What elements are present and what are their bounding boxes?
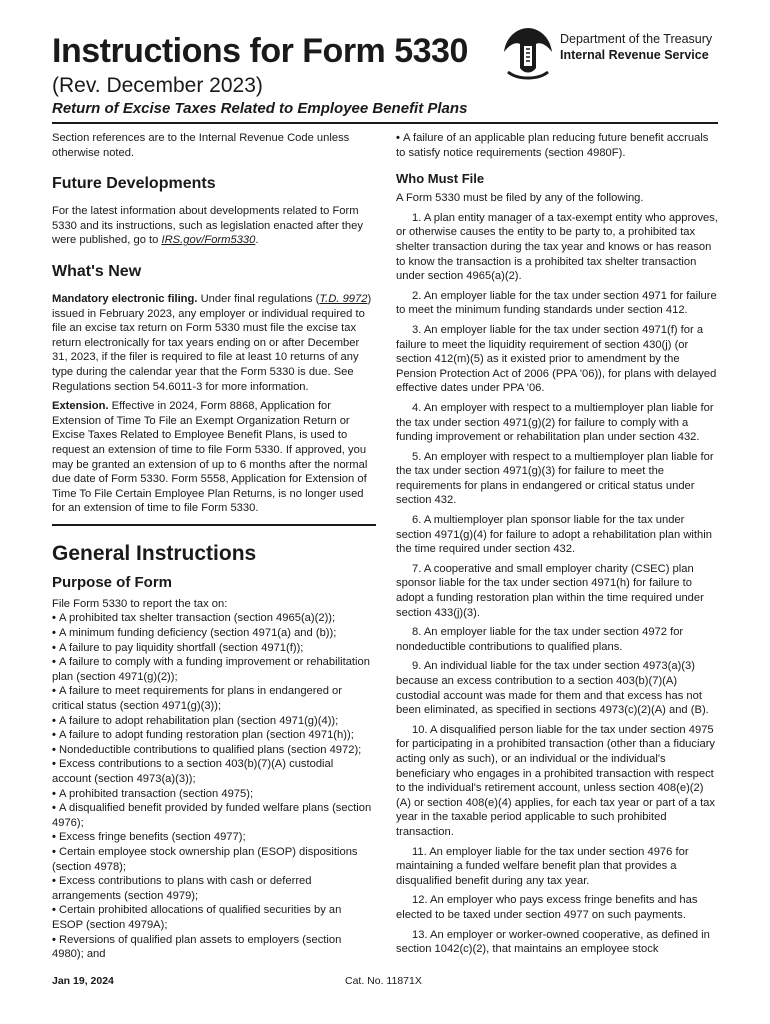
list-item: 5. An employer with respect to a multiemployer plan liable for the tax under section 4971(g)(3) for failure to meet the requirements for plans in endangered or critical status under section 432. xyxy=(396,450,714,507)
right-column xyxy=(396,131,718,962)
list-item: • A prohibited tax shelter transaction (section 4965(a)(2)); xyxy=(52,612,336,625)
purpose-bullet-list xyxy=(52,611,372,961)
list-item: • Nondeductible contributions to qualified plans (section 4972); xyxy=(52,743,362,756)
list-item: • A failure to adopt funding restoration plan (section 4971(h)); xyxy=(52,729,354,742)
list-item: 13. An employer or worker-owned cooperative, as defined in section 1042(c)(2), that maintains an employee stock xyxy=(396,928,710,956)
agency-line2: Internal Revenue Service xyxy=(560,48,709,62)
list-item: 10. A disqualified person liable for the tax under section 4975 for participating in a prohibited transaction (other than a fiduciary acting only as such), or an individual or the individual's beneficiary who engages in a prohibited transaction with respect to the individual's retirement account, unless section 408(e)(2)(A) or section 408(e)(4) applies, for each tax year or part of a tax year in the taxable period applicable to such prohibited transaction. xyxy=(396,723,716,838)
purpose-intro: File Form 5330 to report the tax on: xyxy=(52,597,228,610)
list-item: • Excess contributions to plans with cash or deferred arrangements (section 4979); xyxy=(52,875,312,902)
list-item: • A prohibited transaction (section 4975); xyxy=(52,787,254,800)
agency-line1: Department of the Treasury xyxy=(560,32,713,46)
list-item: 2. An employer liable for the tax under section 4971 for failure to meet the minimum funding standards under section 412. xyxy=(396,289,717,317)
who-must-file-heading: Who Must File xyxy=(396,171,485,187)
general-instructions-heading: General Instructions xyxy=(52,541,257,565)
extension-paragraph xyxy=(52,399,372,516)
who-must-file-intro: A Form 5330 must be filed by any of the following. xyxy=(396,192,644,205)
list-item: • A failure to adopt rehabilitation plan (section 4971(g)(4)); xyxy=(52,714,339,727)
left-column xyxy=(52,131,372,962)
list-item: • A failure to pay liquidity shortfall (section 4971(f)); xyxy=(52,641,304,654)
future-end: . xyxy=(255,234,259,247)
future-developments-heading: Future Developments xyxy=(52,175,216,193)
future-developments-paragraph xyxy=(52,204,372,248)
footer-catalog-number: Cat. No. 11871X xyxy=(345,975,422,987)
list-item: • Certain prohibited allocations of qualified securities by an ESOP (section 4979A); xyxy=(52,904,342,931)
footer-date: Jan 19, 2024 xyxy=(52,975,114,987)
extension-text: Effective in 2024, Form 8868, Application for Extension of Time To File an Exempt Organization Return or Excise Taxes Related to Employee Benefit Plans, is used to request an extension of time to file Form 5330. If approved, you may be granted an extension of up to 6 months after the normal due date of Form 5330. Form 5558, Application for Extension of Time To File Certain Employee Plan Returns, is no longer used for an extension of time to file Form 5330. xyxy=(52,400,368,515)
list-item: 7. A cooperative and small employer charity (CSEC) plan sponsor liable for the tax under section 4971(h) for failure to adopt a funding restoration plan within the time required under section 433(j)(3). xyxy=(396,562,704,619)
list-item: 9. An individual liable for the tax under section 4973(a)(3) because an excess contribution to a section 403(b)(7)(A) custodial account was made for them and that excess has not been eliminated, as specified in sections 4973(c)(2)(A) and (B). xyxy=(396,660,709,717)
list-item: • A failure to meet requirements for plans in endangered or critical status (section 4971(g)(3)); xyxy=(52,685,342,713)
header-rule xyxy=(52,122,718,124)
mef-text2: ) issued in February 2023, any employer or individual required to file an excise tax return on Form 5330 must file the excise tax return electronically for tax years ending on or after December 31, 2023, if the filer is required to file at least 10 returns of any type during the calendar year that the Form 5330 is due. See Regulations section 54.6011-3 for more information. xyxy=(52,292,372,393)
list-item: • A minimum funding deficiency (section 4971(a) and (b)); xyxy=(52,627,337,640)
list-item: • Certain employee stock ownership plan (ESOP) dispositions (section 4978); xyxy=(52,845,358,873)
mef-runin: Mandatory electronic filing. xyxy=(52,292,198,305)
list-item: 11. An employer liable for the tax under section 4976 for maintaining a funded welfare benefit plan that provides a disqualified benefit during any tax year. xyxy=(396,845,689,887)
irs-eagle-logo-icon xyxy=(500,22,556,82)
mef-paragraph xyxy=(52,292,372,394)
general-instructions-rule xyxy=(52,524,376,526)
list-item: 6. A multiemployer plan sponsor liable for the tax under section 4971(g)(4) for failure to adopt a rehabilitation plan within the time required under section 432. xyxy=(396,514,712,556)
extension-runin: Extension. xyxy=(52,400,109,413)
list-item: 3. An employer liable for the tax under section 4971(f) for a failure to meet the liquidity requirement of section 430(j) (or section 412(m)(5) as it existed prior to amendment by the Pension Protection Act of 2006 (PPA '06)), for plans with delayed effective dates under PPA '06. xyxy=(396,323,717,395)
list-item: • Reversions of qualified plan assets to employers (section 4980); and xyxy=(52,933,342,961)
revision-date: (Rev. December 2023) xyxy=(52,74,263,97)
list-item: • A failure to comply with a funding improvement or rehabilitation plan (section 4971(g)(2)); xyxy=(52,656,370,683)
list-item: • Excess contributions to a section 403(b)(7)(A) custodial account (section 4973(a)(3)); xyxy=(52,758,334,785)
list-item: 4. An employer with respect to a multiemployer plan liable for the tax under section 4971(g)(2) for failure to comply with a funding improvement or rehabilitation plan under section 432. xyxy=(396,401,714,444)
list-item: 12. An employer who pays excess fringe benefits and has elected to be taxed under section 4977 on such payments. xyxy=(396,894,698,921)
agency-block xyxy=(560,31,712,63)
document-title: Instructions for Form 5330 xyxy=(52,32,468,70)
mef-text1: Under final regulations ( xyxy=(197,292,320,305)
document-subtitle: Return of Excise Taxes Related to Employee Benefit Plans xyxy=(52,100,468,117)
future-text: For the latest information about developments related to Form 5330 and its instructions, such as legislation enacted after they were published, go to xyxy=(52,205,363,247)
irs-form5330-link[interactable]: IRS.gov/Form5330 xyxy=(161,234,256,247)
list-item: • A disqualified benefit provided by funded welfare plans (section 4976); xyxy=(52,802,372,829)
list-item: • Excess fringe benefits (section 4977); xyxy=(52,831,246,844)
whats-new-heading: What's New xyxy=(52,262,142,280)
purpose-of-form-heading: Purpose of Form xyxy=(52,573,173,591)
intro-paragraph: Section references are to the Internal Revenue Code unless otherwise noted. xyxy=(52,132,350,159)
list-item: 1. A plan entity manager of a tax-exempt entity who approves, or otherwise causes the entity to be party to, a prohibited tax shelter transaction during the tax year and knows or has reason to know the transaction is a prohibited tax shelter transaction under section 4965(a)(2). xyxy=(396,211,718,283)
list-item: • A failure of an applicable plan reducing future benefit accruals to satisfy notice requirements (section 4980F). xyxy=(396,132,709,159)
list-item: 8. An employer liable for the tax under section 4972 for nondeductible contributions to qualified plans. xyxy=(396,626,684,653)
td9972-link[interactable]: T.D. 9972 xyxy=(319,292,368,305)
